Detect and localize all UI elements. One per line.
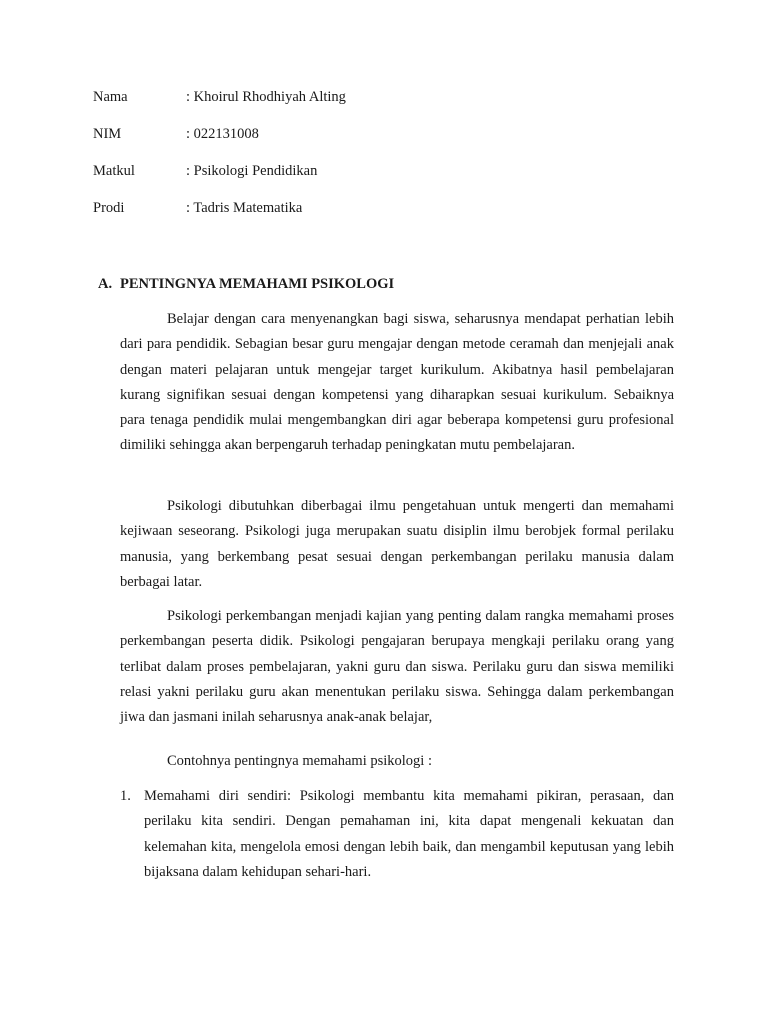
paragraph-3: Psikologi perkembangan menjadi kajian yang penting dalam rangka memahami proses perkembangan peserta didik. Psikologi pengajaran berupaya mengkaji perilaku orang yang terlibat dalam proses pembelajaran, yakni guru dan siswa. Perilaku guru dan siswa memiliki relasi yakni perilaku guru akan menentukan perilaku siswa. Sehingga dalam perkembangan jiwa dan jasmani inilah seharusnya anak-anak belajar,: [120, 608, 674, 726]
info-label: Prodi: [93, 200, 125, 216]
info-value: : Khoirul Rhodhiyah Alting: [186, 89, 346, 105]
info-row-nama: [93, 88, 346, 106]
info-row-nim: [93, 125, 259, 143]
section-letter: A.: [98, 276, 113, 292]
info-row-matkul: [93, 162, 317, 180]
list-item: [120, 784, 674, 885]
examples-intro: Contohnya pentingnya memahami psikologi :: [167, 753, 432, 769]
info-value: : Psikologi Pendidikan: [186, 163, 317, 179]
info-row-prodi: [93, 199, 302, 217]
info-value: : 022131008: [186, 126, 259, 142]
section-title: PENTINGNYA MEMAHAMI PSIKOLOGI: [120, 276, 395, 292]
list-number: 1.: [120, 788, 131, 804]
info-label: Matkul: [93, 163, 135, 179]
info-label: NIM: [93, 126, 122, 142]
paragraph-1: Belajar dengan cara menyenangkan bagi siswa, seharusnya mendapat perhatian lebih dari para pendidik. Sebagian besar guru mengajar dengan metode ceramah dan menjejali anak dengan materi pelajaran untuk mengejar target kurikulum. Akibatnya hasil pembelajaran kurang signifikan sesuai dengan kompetensi yang diharapkan sesuai kurikulum. Sebaiknya para tenaga pendidik mulai mengembangkan diri agar beberapa kompetensi guru profesional dimiliki sehingga akan berpengaruh terhadap peningkatan mutu pembelajaran.: [120, 311, 674, 454]
info-value: : Tadris Matematika: [186, 200, 302, 216]
section-heading: [98, 275, 394, 293]
list-text: Memahami diri sendiri: Psikologi membantu kita memahami pikiran, perasaan, dan perilaku kita sendiri. Dengan pemahaman ini, kita dapat mengenali kekuatan dan kelemahan kita, mengelola emosi dengan lebih baik, dan mengambil keputusan yang lebih bijaksana dalam kehidupan sehari-hari.: [144, 788, 674, 880]
paragraph-2: Psikologi dibutuhkan diberbagai ilmu pengetahuan untuk mengerti dan memahami kejiwaan seseorang. Psikologi juga merupakan suatu disiplin ilmu berobjek formal perilaku manusia, yang berkembang pesat sesuai dengan perkembangan perilaku manusia dalam berbagai latar.: [120, 498, 674, 590]
info-label: Nama: [93, 89, 128, 105]
